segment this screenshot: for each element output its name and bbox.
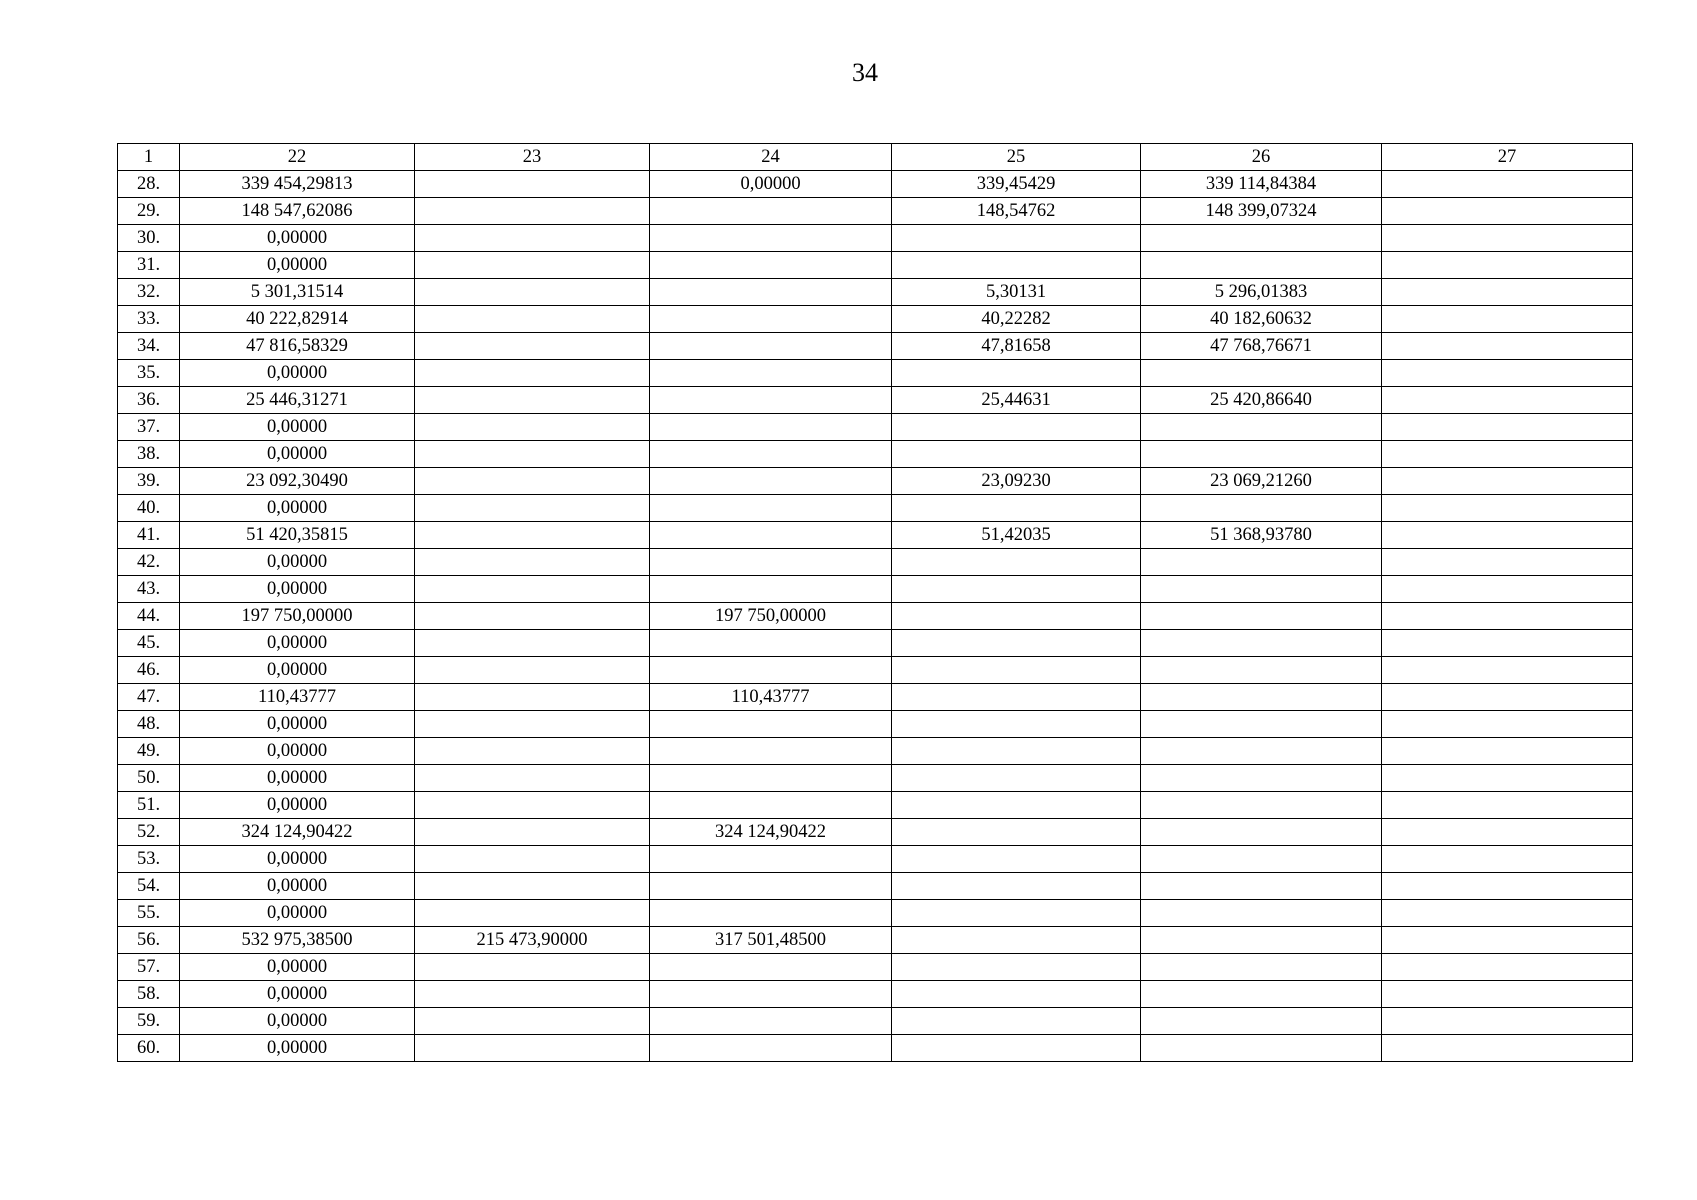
value-cell bbox=[1382, 387, 1633, 414]
value-cell: 0,00000 bbox=[180, 441, 415, 468]
table-row bbox=[118, 441, 1633, 468]
value-cell bbox=[892, 1008, 1141, 1035]
table-row bbox=[118, 630, 1633, 657]
value-cell bbox=[415, 819, 650, 846]
value-cell: 0,00000 bbox=[180, 711, 415, 738]
value-cell bbox=[650, 468, 892, 495]
value-cell: 324 124,90422 bbox=[650, 819, 892, 846]
row-number-cell: 53. bbox=[118, 846, 180, 873]
value-cell bbox=[415, 522, 650, 549]
value-cell bbox=[1141, 630, 1382, 657]
value-cell bbox=[1141, 711, 1382, 738]
row-number-cell: 58. bbox=[118, 981, 180, 1008]
value-cell bbox=[650, 279, 892, 306]
value-cell bbox=[650, 981, 892, 1008]
value-cell bbox=[415, 711, 650, 738]
table-row bbox=[118, 954, 1633, 981]
value-cell bbox=[892, 549, 1141, 576]
value-cell bbox=[1141, 360, 1382, 387]
value-cell bbox=[1382, 711, 1633, 738]
value-cell bbox=[1141, 414, 1382, 441]
row-number-cell: 36. bbox=[118, 387, 180, 414]
row-number-cell: 54. bbox=[118, 873, 180, 900]
value-cell bbox=[650, 1008, 892, 1035]
row-number-cell: 52. bbox=[118, 819, 180, 846]
value-cell: 0,00000 bbox=[180, 657, 415, 684]
value-cell: 0,00000 bbox=[650, 171, 892, 198]
value-cell: 110,43777 bbox=[650, 684, 892, 711]
value-cell bbox=[650, 792, 892, 819]
value-cell bbox=[650, 576, 892, 603]
value-cell bbox=[1382, 981, 1633, 1008]
column-header: 27 bbox=[1382, 144, 1633, 171]
value-cell: 47 768,76671 bbox=[1141, 333, 1382, 360]
row-number-cell: 34. bbox=[118, 333, 180, 360]
row-number-cell: 48. bbox=[118, 711, 180, 738]
table-row bbox=[118, 549, 1633, 576]
value-cell bbox=[1382, 927, 1633, 954]
value-cell: 339 114,84384 bbox=[1141, 171, 1382, 198]
value-cell: 339,45429 bbox=[892, 171, 1141, 198]
value-cell bbox=[892, 819, 1141, 846]
value-cell bbox=[415, 738, 650, 765]
value-cell bbox=[1382, 738, 1633, 765]
value-cell bbox=[892, 441, 1141, 468]
value-cell: 197 750,00000 bbox=[650, 603, 892, 630]
value-cell bbox=[1141, 252, 1382, 279]
value-cell bbox=[1382, 657, 1633, 684]
table-row bbox=[118, 657, 1633, 684]
value-cell bbox=[1382, 954, 1633, 981]
value-cell bbox=[415, 765, 650, 792]
row-number-cell: 32. bbox=[118, 279, 180, 306]
value-cell bbox=[650, 846, 892, 873]
value-cell bbox=[892, 414, 1141, 441]
table-row bbox=[118, 1035, 1633, 1062]
value-cell: 0,00000 bbox=[180, 981, 415, 1008]
value-cell bbox=[1382, 306, 1633, 333]
value-cell bbox=[1141, 495, 1382, 522]
value-cell: 0,00000 bbox=[180, 576, 415, 603]
value-cell: 317 501,48500 bbox=[650, 927, 892, 954]
row-number-cell: 39. bbox=[118, 468, 180, 495]
value-cell bbox=[650, 522, 892, 549]
value-cell bbox=[415, 279, 650, 306]
value-cell bbox=[892, 225, 1141, 252]
value-cell bbox=[892, 684, 1141, 711]
value-cell bbox=[415, 198, 650, 225]
value-cell: 23,09230 bbox=[892, 468, 1141, 495]
table-row bbox=[118, 684, 1633, 711]
value-cell bbox=[1141, 873, 1382, 900]
table-body bbox=[118, 144, 1633, 1062]
value-cell bbox=[415, 441, 650, 468]
value-cell bbox=[1382, 765, 1633, 792]
value-cell bbox=[1141, 576, 1382, 603]
table-row bbox=[118, 333, 1633, 360]
value-cell bbox=[1141, 549, 1382, 576]
value-cell: 148 547,62086 bbox=[180, 198, 415, 225]
table-row bbox=[118, 252, 1633, 279]
row-number-cell: 33. bbox=[118, 306, 180, 333]
row-number-cell: 46. bbox=[118, 657, 180, 684]
table-row bbox=[118, 603, 1633, 630]
value-cell: 532 975,38500 bbox=[180, 927, 415, 954]
value-cell bbox=[415, 684, 650, 711]
value-cell: 0,00000 bbox=[180, 495, 415, 522]
value-cell: 0,00000 bbox=[180, 414, 415, 441]
row-number-cell: 28. bbox=[118, 171, 180, 198]
value-cell bbox=[892, 495, 1141, 522]
value-cell: 25 420,86640 bbox=[1141, 387, 1382, 414]
value-cell: 23 069,21260 bbox=[1141, 468, 1382, 495]
column-header: 24 bbox=[650, 144, 892, 171]
value-cell bbox=[892, 603, 1141, 630]
row-number-cell: 60. bbox=[118, 1035, 180, 1062]
value-cell bbox=[650, 873, 892, 900]
value-cell bbox=[1382, 603, 1633, 630]
value-cell: 5,30131 bbox=[892, 279, 1141, 306]
value-cell bbox=[1382, 360, 1633, 387]
row-number-cell: 49. bbox=[118, 738, 180, 765]
value-cell: 0,00000 bbox=[180, 630, 415, 657]
table-row bbox=[118, 846, 1633, 873]
row-number-cell: 43. bbox=[118, 576, 180, 603]
value-cell bbox=[892, 576, 1141, 603]
value-cell bbox=[1141, 738, 1382, 765]
value-cell bbox=[1382, 630, 1633, 657]
row-number-cell: 31. bbox=[118, 252, 180, 279]
value-cell bbox=[415, 306, 650, 333]
value-cell bbox=[650, 252, 892, 279]
value-cell: 197 750,00000 bbox=[180, 603, 415, 630]
value-cell: 51,42035 bbox=[892, 522, 1141, 549]
value-cell bbox=[415, 171, 650, 198]
value-cell: 47 816,58329 bbox=[180, 333, 415, 360]
value-cell bbox=[892, 846, 1141, 873]
value-cell: 40,22282 bbox=[892, 306, 1141, 333]
value-cell: 339 454,29813 bbox=[180, 171, 415, 198]
value-cell bbox=[1141, 954, 1382, 981]
value-cell bbox=[650, 198, 892, 225]
value-cell bbox=[892, 873, 1141, 900]
value-cell bbox=[892, 360, 1141, 387]
value-cell bbox=[1382, 198, 1633, 225]
value-cell bbox=[892, 252, 1141, 279]
value-cell bbox=[1382, 576, 1633, 603]
value-cell bbox=[1382, 279, 1633, 306]
value-cell bbox=[415, 360, 650, 387]
row-number-cell: 41. bbox=[118, 522, 180, 549]
value-cell bbox=[1141, 225, 1382, 252]
row-number-cell: 37. bbox=[118, 414, 180, 441]
value-cell bbox=[1382, 1035, 1633, 1062]
row-number-cell: 45. bbox=[118, 630, 180, 657]
value-cell bbox=[650, 549, 892, 576]
table-row bbox=[118, 873, 1633, 900]
value-cell bbox=[892, 657, 1141, 684]
value-cell bbox=[1382, 468, 1633, 495]
value-cell bbox=[650, 630, 892, 657]
data-table bbox=[117, 143, 1633, 1062]
value-cell bbox=[415, 873, 650, 900]
value-cell bbox=[1141, 927, 1382, 954]
row-number-cell: 30. bbox=[118, 225, 180, 252]
table-row bbox=[118, 765, 1633, 792]
row-number-cell: 47. bbox=[118, 684, 180, 711]
value-cell: 40 182,60632 bbox=[1141, 306, 1382, 333]
value-cell bbox=[415, 1008, 650, 1035]
column-header: 25 bbox=[892, 144, 1141, 171]
value-cell bbox=[650, 1035, 892, 1062]
value-cell bbox=[1382, 684, 1633, 711]
value-cell bbox=[415, 954, 650, 981]
row-number-cell: 57. bbox=[118, 954, 180, 981]
value-cell: 51 368,93780 bbox=[1141, 522, 1382, 549]
value-cell: 110,43777 bbox=[180, 684, 415, 711]
value-cell: 0,00000 bbox=[180, 1035, 415, 1062]
value-cell bbox=[650, 900, 892, 927]
value-cell bbox=[892, 711, 1141, 738]
value-cell bbox=[1382, 171, 1633, 198]
value-cell bbox=[892, 738, 1141, 765]
value-cell bbox=[1141, 819, 1382, 846]
value-cell bbox=[415, 333, 650, 360]
value-cell bbox=[650, 765, 892, 792]
value-cell: 0,00000 bbox=[180, 738, 415, 765]
value-cell bbox=[1382, 819, 1633, 846]
value-cell bbox=[415, 603, 650, 630]
value-cell bbox=[1382, 333, 1633, 360]
value-cell bbox=[1141, 441, 1382, 468]
value-cell bbox=[1141, 1008, 1382, 1035]
value-cell bbox=[1141, 765, 1382, 792]
value-cell bbox=[650, 738, 892, 765]
value-cell bbox=[650, 441, 892, 468]
value-cell bbox=[415, 252, 650, 279]
table-row bbox=[118, 198, 1633, 225]
table-row bbox=[118, 927, 1633, 954]
value-cell bbox=[892, 1035, 1141, 1062]
value-cell bbox=[892, 981, 1141, 1008]
value-cell bbox=[650, 711, 892, 738]
value-cell: 0,00000 bbox=[180, 792, 415, 819]
value-cell: 0,00000 bbox=[180, 1008, 415, 1035]
value-cell bbox=[1141, 657, 1382, 684]
value-cell bbox=[1382, 522, 1633, 549]
table-row bbox=[118, 522, 1633, 549]
table-row bbox=[118, 819, 1633, 846]
table-row bbox=[118, 981, 1633, 1008]
value-cell bbox=[650, 225, 892, 252]
page-number: 34 bbox=[852, 58, 878, 87]
value-cell: 0,00000 bbox=[180, 765, 415, 792]
row-number-cell: 55. bbox=[118, 900, 180, 927]
value-cell bbox=[1382, 252, 1633, 279]
value-cell: 148,54762 bbox=[892, 198, 1141, 225]
value-cell bbox=[1382, 441, 1633, 468]
table-row bbox=[118, 792, 1633, 819]
value-cell bbox=[1141, 846, 1382, 873]
row-number-cell: 38. bbox=[118, 441, 180, 468]
header-row bbox=[118, 144, 1633, 171]
row-number-cell: 35. bbox=[118, 360, 180, 387]
value-cell: 23 092,30490 bbox=[180, 468, 415, 495]
value-cell bbox=[650, 954, 892, 981]
value-cell bbox=[1382, 225, 1633, 252]
value-cell bbox=[1382, 414, 1633, 441]
value-cell bbox=[415, 495, 650, 522]
value-cell: 324 124,90422 bbox=[180, 819, 415, 846]
value-cell: 51 420,35815 bbox=[180, 522, 415, 549]
value-cell: 0,00000 bbox=[180, 900, 415, 927]
row-number-cell: 50. bbox=[118, 765, 180, 792]
value-cell bbox=[415, 846, 650, 873]
value-cell bbox=[892, 765, 1141, 792]
row-number-cell: 51. bbox=[118, 792, 180, 819]
column-header: 23 bbox=[415, 144, 650, 171]
column-header: 22 bbox=[180, 144, 415, 171]
table-row bbox=[118, 387, 1633, 414]
value-cell: 0,00000 bbox=[180, 360, 415, 387]
value-cell bbox=[415, 981, 650, 1008]
value-cell: 0,00000 bbox=[180, 225, 415, 252]
value-cell bbox=[1382, 1008, 1633, 1035]
table-row bbox=[118, 306, 1633, 333]
table-row bbox=[118, 468, 1633, 495]
value-cell: 148 399,07324 bbox=[1141, 198, 1382, 225]
value-cell: 25 446,31271 bbox=[180, 387, 415, 414]
value-cell bbox=[415, 549, 650, 576]
value-cell: 0,00000 bbox=[180, 873, 415, 900]
row-number-cell: 44. bbox=[118, 603, 180, 630]
value-cell bbox=[415, 630, 650, 657]
value-cell bbox=[892, 954, 1141, 981]
value-cell bbox=[650, 495, 892, 522]
row-number-cell: 42. bbox=[118, 549, 180, 576]
value-cell bbox=[650, 306, 892, 333]
value-cell bbox=[892, 630, 1141, 657]
table-row bbox=[118, 279, 1633, 306]
table-row bbox=[118, 225, 1633, 252]
value-cell bbox=[1382, 549, 1633, 576]
value-cell: 47,81658 bbox=[892, 333, 1141, 360]
value-cell bbox=[1141, 1035, 1382, 1062]
table-row bbox=[118, 414, 1633, 441]
table-row bbox=[118, 900, 1633, 927]
value-cell bbox=[415, 468, 650, 495]
table-row bbox=[118, 171, 1633, 198]
value-cell: 25,44631 bbox=[892, 387, 1141, 414]
value-cell bbox=[415, 387, 650, 414]
column-header: 1 bbox=[118, 144, 180, 171]
table-row bbox=[118, 360, 1633, 387]
table-row bbox=[118, 495, 1633, 522]
value-cell: 5 301,31514 bbox=[180, 279, 415, 306]
value-cell bbox=[1382, 846, 1633, 873]
value-cell bbox=[1141, 603, 1382, 630]
value-cell bbox=[1141, 792, 1382, 819]
value-cell bbox=[650, 657, 892, 684]
value-cell bbox=[415, 225, 650, 252]
value-cell: 0,00000 bbox=[180, 846, 415, 873]
value-cell bbox=[1382, 873, 1633, 900]
table-row bbox=[118, 576, 1633, 603]
value-cell bbox=[415, 1035, 650, 1062]
value-cell: 0,00000 bbox=[180, 954, 415, 981]
value-cell bbox=[415, 576, 650, 603]
value-cell bbox=[650, 360, 892, 387]
value-cell bbox=[1141, 684, 1382, 711]
table-row bbox=[118, 1008, 1633, 1035]
table-row bbox=[118, 738, 1633, 765]
value-cell bbox=[892, 792, 1141, 819]
value-cell bbox=[650, 414, 892, 441]
value-cell bbox=[1382, 495, 1633, 522]
value-cell bbox=[892, 900, 1141, 927]
row-number-cell: 56. bbox=[118, 927, 180, 954]
value-cell bbox=[1141, 900, 1382, 927]
value-cell: 40 222,82914 bbox=[180, 306, 415, 333]
value-cell bbox=[892, 927, 1141, 954]
value-cell: 0,00000 bbox=[180, 252, 415, 279]
value-cell: 5 296,01383 bbox=[1141, 279, 1382, 306]
value-cell bbox=[415, 900, 650, 927]
row-number-cell: 29. bbox=[118, 198, 180, 225]
column-header: 26 bbox=[1141, 144, 1382, 171]
value-cell bbox=[415, 414, 650, 441]
value-cell bbox=[415, 657, 650, 684]
value-cell: 0,00000 bbox=[180, 549, 415, 576]
row-number-cell: 40. bbox=[118, 495, 180, 522]
value-cell bbox=[650, 333, 892, 360]
value-cell: 215 473,90000 bbox=[415, 927, 650, 954]
value-cell bbox=[1382, 900, 1633, 927]
value-cell bbox=[1141, 981, 1382, 1008]
value-cell bbox=[1382, 792, 1633, 819]
table-row bbox=[118, 711, 1633, 738]
value-cell bbox=[415, 792, 650, 819]
row-number-cell: 59. bbox=[118, 1008, 180, 1035]
value-cell bbox=[650, 387, 892, 414]
